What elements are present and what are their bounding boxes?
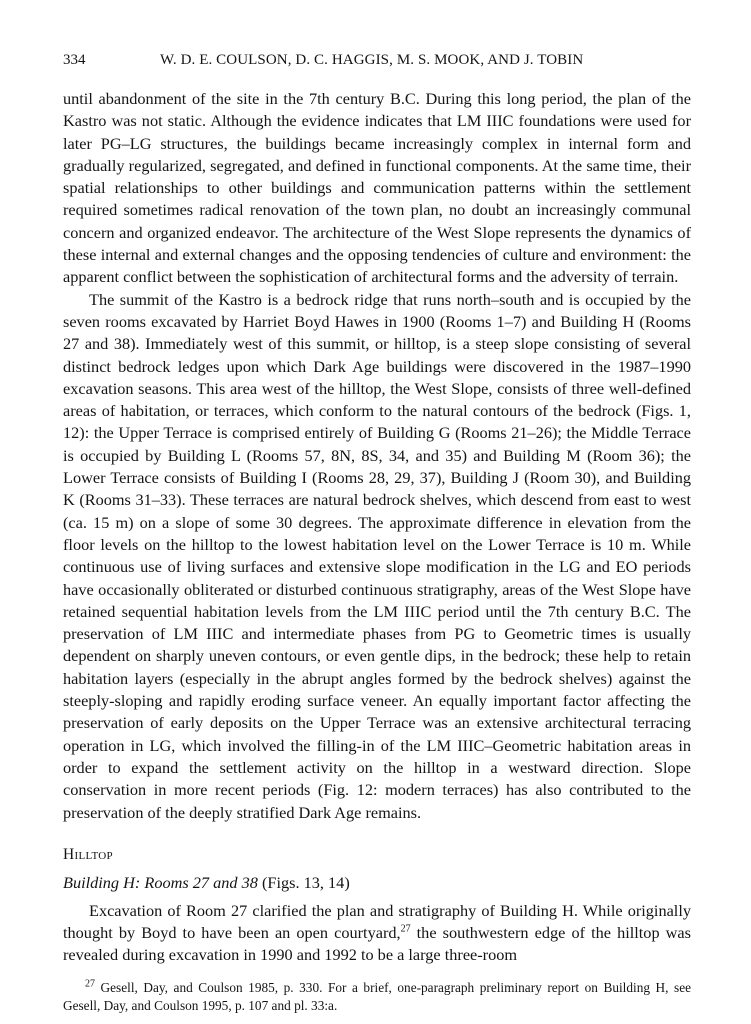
footnote-text: Gesell, Day, and Coulson 1985, p. 330. For a brief, one-paragraph preliminary report on Building H, see Gesell, Day, and Coulson 1995, p. 107 and pl. 33:a. [63, 979, 691, 1014]
paragraph-2: The summit of the Kastro is a bedrock ridge that runs north–south and is occupied by the seven rooms excavated by Harriet Boyd Hawes in 1900 (Rooms 1–7) and Building H (Rooms 27 and 38). Immediately west of this summit, or hilltop, is a steep slope consisting of several distinct bedrock ledges upon which Dark Age buildings were discovered in the 1987–1990 excavation seasons. This area west of the hilltop, the West Slope, consists of three well-defined areas of habitation, or terraces, which conform to the natural contours of the bedrock (Figs. 1, 12): the Upper Terrace is comprised entirely of Building G (Rooms 21–26); the Middle Terrace is occupied by Building L (Rooms 57, 8N, 8S, 34, and 35) and Building M (Room 36); the Lower Terrace consists of Building I (Rooms 28, 29, 37), Building J (Room 30), and Building K (Rooms 31–33). These terraces are natural bedrock shelves, which descend from east to west (ca. 15 m) on a slope of some 30 degrees. The approximate difference in elevation from the floor levels on the hilltop to the lowest habitation level on the Lower Terrace is 10 m. While continuous use of living surfaces and extensive slope modification in the LG and EO periods have occasionally obliterated or disturbed continuous stratigraphy, areas of the West Slope have retained sequential habitation levels from the LM IIIC period until the 7th century B.C. The preservation of LM IIIC and intermediate phases from PG to Geometric times is usually dependent on sharply uneven contours, or even gentle dips, in the bedrock; these help to retain habitation layers (especially in the abrupt angles formed by the bedrock shelves) against the steeply-sloping and rapidly eroding surface veneer. An equally important factor affecting the preservation of early deposits on the Upper Terrace was an extensive architectural terracing operation in LG, which involved the filling-in of the LM IIIC–Geometric habitation areas in order to expand the settlement activity on the hilltop in a westward direction. Slope conservation in more recent periods (Fig. 12: modern terraces) has also contributed to the preservation of the deeply stratified Dark Age remains. [63, 289, 691, 822]
paragraph-3 [63, 900, 691, 967]
body-text [63, 88, 691, 1016]
footnote-ref[interactable]: 27 [400, 923, 411, 935]
footnote-number: 27 [85, 978, 95, 990]
paragraph-3-continuation: the southwestern edge of the hilltop was revealed during excavation in 1990 and 1992 to be a large three-room [63, 923, 691, 965]
page-header [63, 52, 691, 76]
section-heading: Hilltop [63, 845, 113, 863]
subsection-title: Building H: Rooms 27 and 38 [63, 872, 258, 892]
paragraph-3-text: Excavation of Room 27 clarified the plan and stratigraphy of Building H. While originally thought by Boyd to have been an open courtyard, [63, 900, 691, 943]
running-head: W. D. E. COULSON, D. C. HAGGIS, M. S. MOOK, AND J. TOBIN [160, 52, 584, 68]
page-number: 334 [63, 52, 86, 68]
subsection-figs: (Figs. 13, 14) [262, 872, 350, 892]
paragraph-1: until abandonment of the site in the 7th century B.C. During this long period, the plan of the Kastro was not static. Although the evidence indicates that LM IIIC foundations were used for later PG–LG structures, the buildings became increasingly complex in internal form and gradually regularized, segregated, and defined in functional components. At the same time, their spatial relationships to other buildings and communication patterns within the settlement required sometimes radical renovation of the town plan, no doubt an increasingly communal concern and organized endeavor. The architecture of the West Slope represents the dynamics of these internal and external changes and the opposing tendencies of culture and environment: the apparent conflict between the sophistication of architectural forms and the adversity of terrain. [63, 89, 691, 287]
page [63, 52, 691, 1016]
footnote [63, 979, 691, 1016]
subsection-heading [63, 872, 691, 894]
